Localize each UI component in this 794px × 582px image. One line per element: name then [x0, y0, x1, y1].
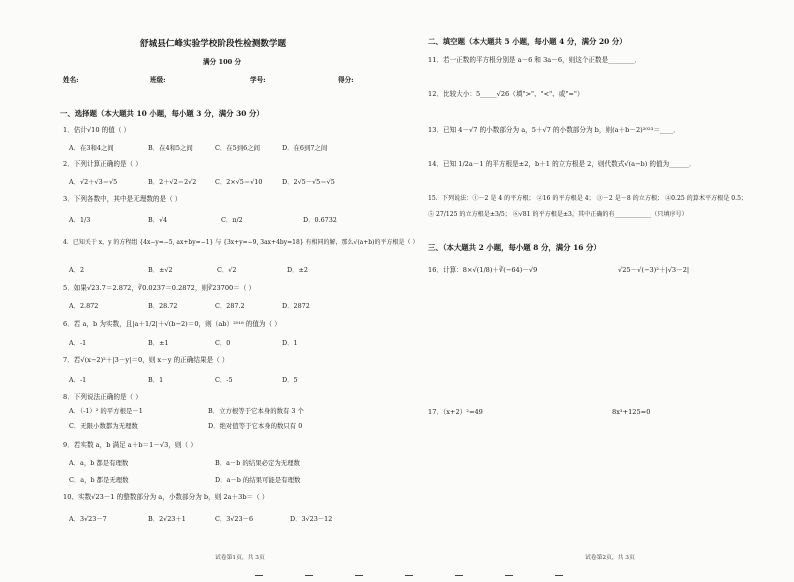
option-b: B．2√23＋1: [148, 515, 186, 523]
option-c: C．π/2: [221, 216, 243, 224]
question-12: 12．比较大小：5_____√26（填">"、"<"、或"="）: [428, 90, 584, 98]
option-d: D．a－b 的结果可能是有理数: [215, 476, 301, 484]
option-d: D．2872: [282, 302, 310, 310]
option-b: B．a－b 的结果必定为无理数: [215, 459, 300, 467]
option-b: B．1: [148, 376, 164, 384]
option-c: C．a，b 都是无理数: [69, 476, 129, 484]
section1-heading: 一、选择题（本大题共 10 小题，每小题 3 分，满分 30 分）: [60, 109, 264, 118]
option-a: A．（-1）² 的平方根是－1: [69, 407, 143, 415]
question-16: 16．计算：8×√(1/8)＋∛(−64)－√9: [428, 266, 538, 274]
right-column: [420, 0, 770, 582]
question-14: 14．已知 1/2a－1 的平方根是±2，b＋1 的立方根是 2，则代数式√(a−b) 的值为______．: [428, 160, 696, 168]
left-column: [55, 0, 419, 582]
number-label: 学号:: [250, 76, 266, 84]
scan-mark: [455, 575, 463, 576]
question-stem: 4．已知关于 x，y 的方程组 {4x−y=−5, ax+by=−1} 与 {3x+y=−9, 3ax+4by=18} 有相同的解，那么√(a+b)的平方根是（ ）: [63, 239, 419, 246]
option-b: B．立方根等于它本身的数有 3 个: [208, 407, 304, 415]
section2-heading: 二、填空题（本大题共 5 小题，每小题 4 分，满分 20 分）: [428, 37, 627, 46]
scan-mark: [355, 575, 363, 576]
option-b: B．2＋√2＝2√2: [148, 178, 197, 186]
option-b: B．在4和5之间: [148, 144, 193, 152]
option-c: C．√2: [217, 266, 237, 274]
scan-mark: [255, 575, 263, 576]
question-stem: 10、实数√23－1 的整数部分为 a，小数部分为 b，则 2a＋3b＝（ ）: [63, 493, 269, 501]
option-a: A．3√23－7: [69, 515, 107, 523]
option-d: D．在6到7之间: [282, 144, 328, 152]
full-score: 满分 100 分: [203, 58, 242, 66]
option-a: A．-1: [69, 339, 87, 347]
scan-mark: [505, 575, 513, 576]
option-a: A．1/3: [69, 216, 91, 224]
question-17: 17．（x+2）²=49: [428, 408, 483, 416]
option-b: B．28.72: [148, 302, 178, 310]
option-c: C．在5到6之间: [215, 144, 260, 152]
question-stem: 8．下列说法正确的是（ ）: [63, 393, 142, 401]
option-a: A．-1: [69, 376, 87, 384]
question-stem: 6．若 a，b 为实数，且|a＋1/2|＋√(b−2)＝0，则（ab）²⁰¹⁸ 的值为（ ）: [63, 320, 281, 328]
option-d: D．1: [282, 339, 298, 347]
option-c: C．无限小数都为无理数: [69, 422, 138, 430]
option-d: D．5: [282, 376, 298, 384]
question-16-part2: √25－√(−3)²＋|√3－2|: [618, 266, 690, 274]
option-c: C．2×√5＝√10: [215, 178, 263, 186]
scan-mark: [555, 575, 563, 576]
question-stem: 7．若√(x−2)²＋|3－y|＝0，则 x－y 的正确结果是（ ）: [63, 356, 229, 364]
section3-heading: 三、（本大题共 2 小题，每小题 8 分，满分 16 分）: [428, 243, 601, 252]
option-c: C．-5: [215, 376, 233, 384]
option-d: D．3√23－12: [290, 515, 333, 523]
option-a: A．在3和4之间: [69, 144, 114, 152]
option-a: A．2: [69, 266, 85, 274]
option-d: D．0.6732: [303, 216, 337, 224]
option-d: D．±2: [287, 266, 308, 274]
option-b: B．±√2: [148, 266, 173, 274]
option-c: C．3√23－6: [215, 515, 254, 523]
option-a: A．a，b 都是有理数: [69, 459, 129, 467]
question-stem: 1．估计√10 的值（ ）: [63, 126, 131, 134]
option-b: B．±1: [148, 339, 169, 347]
question-stem: 2．下列计算正确的是（ ）: [63, 160, 142, 168]
option-d: D．2√5－√5＝√5: [282, 178, 335, 186]
question-15-line1: 15．下列说法：①－2 是 4 的平方根； ②16 的平方根是 4； ③－2 是－8 的立方根； ④0.25 的算术平方根是 0.5；: [428, 195, 748, 202]
exam-title: 舒城县仁峰实验学校阶段性检测数学题: [140, 39, 287, 49]
class-label: 班级:: [150, 76, 166, 84]
page-footer: 试卷第1页，共 3页: [215, 555, 265, 561]
question-11: 11．若一正数的平方根分别是 a－6 和 3a－6，则这个正数是________．: [428, 56, 642, 64]
option-a: A．2.872: [69, 302, 99, 310]
option-a: A．√2＋√3＝√5: [69, 178, 118, 186]
question-stem: 3．下列各数中，其中是无理数的是（ ）: [63, 195, 182, 203]
scan-mark: [305, 575, 313, 576]
score-label: 得分:: [338, 76, 354, 84]
scan-mark: [405, 575, 413, 576]
name-label: 姓名:: [63, 76, 79, 84]
option-b: B．√4: [148, 216, 168, 224]
question-stem: 5．如果√23.7＝2.872，∛0.0237＝0.2872，则∛23700＝（ ）: [63, 284, 256, 292]
question-15-line2: ⑤ 27/125 的立方根是±3/5； ⑥√81 的平方根是±3，其中正确的有____________（只填序号）: [428, 211, 688, 218]
option-c: C．0: [215, 339, 231, 347]
question-stem: 9．若实数 a，b 满足 a＋b＝1－√3，则（ ）: [63, 441, 197, 449]
option-c: C．287.2: [215, 302, 245, 310]
question-17-part2: 8x³+125=0: [612, 408, 651, 416]
option-d: D．绝对值等于它本身的数只有 0: [208, 422, 303, 430]
question-13: 13．已知 4－√7 的小数部分为 a，5＋√7 的小数部分为 b，则(a＋b－2)²⁰²³＝____．: [428, 126, 680, 134]
page-footer: 试卷第2页，共 3页: [585, 555, 635, 561]
